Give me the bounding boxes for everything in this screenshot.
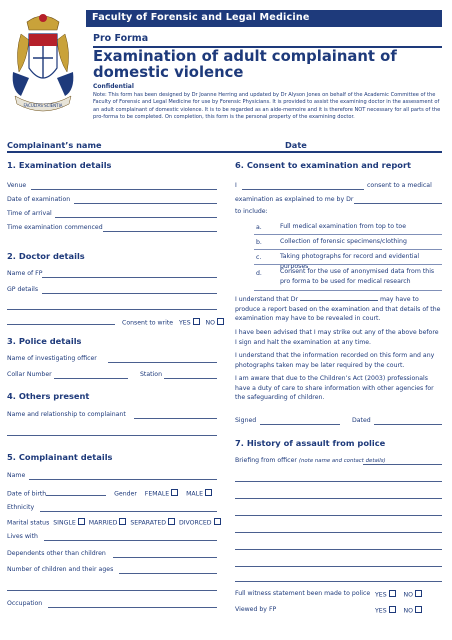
- item-c-letter: c.: [256, 254, 262, 261]
- item-d-text: Consent for the use of anonymised data from this pro forma to be used for medical research: [280, 268, 435, 285]
- date-of-examination-label: Date of examination: [7, 196, 71, 203]
- dob-label: Date of birth: [7, 490, 47, 498]
- consent-i-label: I: [235, 182, 237, 189]
- briefing-line-7[interactable]: [235, 581, 442, 582]
- gp-details-field-2[interactable]: [7, 309, 217, 310]
- officer-label: Name of investigating officer: [7, 355, 97, 362]
- time-commenced-field[interactable]: [103, 231, 217, 232]
- witness-yes-checkbox[interactable]: [389, 590, 396, 597]
- briefing-line-3[interactable]: [235, 515, 442, 516]
- gp-details-label: GP details: [7, 286, 39, 293]
- station-label: Station: [140, 371, 162, 378]
- married-checkbox[interactable]: [119, 518, 126, 525]
- complainant-name-label-2: Name: [7, 472, 26, 479]
- male-checkbox[interactable]: [205, 489, 212, 496]
- explained-label: examination as explained to me by Dr: [235, 196, 354, 203]
- section-5-title: 5. Complainant details: [7, 452, 113, 462]
- station-field[interactable]: [164, 378, 217, 379]
- consent-yes-checkbox[interactable]: [193, 318, 200, 325]
- marital-label: Marital status: [7, 519, 50, 527]
- complainant-name-label: Complainant’s name: [7, 140, 102, 150]
- witness-no-checkbox[interactable]: [415, 590, 422, 597]
- explained-doctor-field[interactable]: [354, 203, 442, 204]
- consent-to-write-label: Consent to write: [122, 319, 174, 327]
- time-of-arrival-field[interactable]: [55, 217, 217, 218]
- female-label: FEMALE: [144, 490, 170, 498]
- ethnicity-label: Ethnicity: [7, 504, 35, 511]
- include-label: to include:: [235, 208, 268, 215]
- briefing-line-2[interactable]: [235, 498, 442, 499]
- male-label: MALE: [186, 490, 204, 498]
- gp-details-field-3[interactable]: [7, 324, 115, 325]
- viewed-yes-no: [375, 606, 422, 615]
- date-label: Date: [285, 140, 307, 150]
- item-c-text: Taking photographs for record and evidential purposes: [280, 253, 420, 270]
- consent-paragraph-4: I am aware that due to the Children’s Act (2003) professionals have a duty of care to share information with other agencies for the safeguarding of children.: [235, 375, 434, 402]
- p1-start: I understand that Dr: [235, 296, 299, 303]
- item-a-rule: [254, 234, 442, 235]
- married-label: MARRIED: [88, 519, 118, 527]
- briefing-line-1[interactable]: [235, 481, 442, 482]
- witness-yes-label: YES: [375, 591, 387, 599]
- relationship-field[interactable]: [134, 418, 217, 419]
- briefing-label: Briefing from officer: [235, 457, 297, 464]
- consent-paragraph-2: I have been advised that I may strike out any of the above before I sign and halt the examination at any time.: [235, 329, 439, 346]
- venue-field[interactable]: [31, 189, 217, 190]
- consent-paragraph-1: [235, 295, 442, 324]
- separated-label: SEPARATED: [130, 519, 167, 527]
- dated-field[interactable]: [374, 424, 442, 425]
- item-d-rule: [254, 290, 442, 291]
- gp-details-field[interactable]: [42, 293, 217, 294]
- briefing-note: (note name and contact details): [298, 458, 386, 464]
- witness-no-label: NO: [403, 591, 413, 599]
- section-3-title: 3. Police details: [7, 336, 82, 346]
- complainant-name-field[interactable]: [29, 479, 217, 480]
- briefing-line-5[interactable]: [235, 549, 442, 550]
- consent-name-field[interactable]: [242, 189, 364, 190]
- faculty-banner: [86, 10, 442, 27]
- item-b-letter: b.: [256, 239, 262, 246]
- dependents-label: Dependents other than children: [7, 550, 106, 557]
- faculty-crest-logo: [7, 8, 79, 120]
- divorced-checkbox[interactable]: [214, 518, 221, 525]
- p1-end: may have to produce a report based on the examination and that details of the examination may have to be revealed in court.: [235, 296, 441, 323]
- officer-field[interactable]: [108, 362, 217, 363]
- viewed-yes-checkbox[interactable]: [389, 606, 396, 613]
- time-of-arrival-label: Time of arrival: [7, 210, 52, 217]
- children-label: Number of children and their ages: [7, 566, 114, 573]
- item-a-letter: a.: [256, 224, 262, 231]
- dependents-field[interactable]: [113, 557, 217, 558]
- no-label: NO: [205, 319, 216, 327]
- section-2-title: 2. Doctor details: [7, 251, 85, 261]
- consent-paragraph-3: I understand that the information recorded on this form and any photographs taken may be later required by the court.: [235, 352, 435, 369]
- signed-field[interactable]: [260, 424, 340, 425]
- marital-status-row: [7, 518, 221, 527]
- divorced-label: DIVORCED: [178, 519, 212, 527]
- gender-label: Gender: [114, 490, 137, 498]
- briefing-line-4[interactable]: [235, 532, 442, 533]
- collar-number-field[interactable]: [54, 378, 128, 379]
- lives-with-field[interactable]: [44, 540, 217, 541]
- venue-label: Venue: [7, 182, 27, 189]
- viewed-no-label: NO: [403, 607, 413, 615]
- section-1-title: 1. Examination details: [7, 160, 112, 170]
- single-checkbox[interactable]: [78, 518, 85, 525]
- item-b-rule: [254, 249, 442, 250]
- occupation-label: Occupation: [7, 600, 43, 607]
- witness-statement-label: Full witness statement been made to police: [235, 590, 371, 597]
- viewed-by-fp-label: Viewed by FP: [235, 606, 277, 613]
- item-b-text: Collection of forensic specimens/clothing: [280, 238, 407, 245]
- viewed-no-checkbox[interactable]: [415, 606, 422, 613]
- name-of-fp-label: Name of FP: [7, 270, 43, 277]
- name-of-fp-field[interactable]: [42, 277, 217, 278]
- relationship-field-2[interactable]: [7, 435, 217, 436]
- briefing-field[interactable]: [363, 464, 442, 465]
- section-4-title: 4. Others present: [7, 391, 90, 401]
- dob-gender-row: [7, 489, 212, 498]
- complainant-name-bar: [7, 140, 442, 151]
- section-6-title: 6. Consent to examination and report: [235, 160, 412, 170]
- consent-to-write-row: [122, 318, 224, 327]
- relationship-label: Name and relationship to complainant: [7, 411, 126, 418]
- occupation-field[interactable]: [48, 607, 217, 608]
- signed-label: Signed: [235, 417, 257, 424]
- svg-text:FACULTAS SCIENTIA: FACULTAS SCIENTIA: [23, 103, 63, 108]
- consent-to-label: consent to a medical: [367, 182, 432, 189]
- collar-number-label: Collar Number: [7, 371, 52, 378]
- name-bar-rule: [7, 151, 442, 153]
- item-c-rule: [254, 264, 442, 265]
- section-7-title: 7. History of assault from police: [235, 438, 386, 448]
- viewed-yes-label: YES: [375, 607, 387, 615]
- consent-no-checkbox[interactable]: [217, 318, 224, 325]
- document-title: Examination of adult complainant of domestic violence: [93, 48, 397, 81]
- pro-forma-label: Pro Forma: [93, 33, 149, 44]
- children-field[interactable]: [119, 573, 217, 574]
- children-field-2[interactable]: [7, 590, 217, 591]
- report-doctor-field[interactable]: [300, 300, 378, 301]
- dob-field[interactable]: [46, 495, 106, 496]
- confidential-label: Confidential: [93, 83, 134, 90]
- separated-checkbox[interactable]: [168, 518, 175, 525]
- single-label: SINGLE: [53, 519, 76, 527]
- time-commenced-label: Time examination commenced: [7, 224, 103, 231]
- form-note: Note: This form has been designed by Dr Joanne Herring and updated by Dr Alyson Jones on behalf of the Academic Committee of the Faculty of Forensic and Legal Medicine for use by Forensic Physicians. It is provided to assist the examining doctor in the assessment of an adult complainant of domestic violence. It is to be regarded as an aide-memoire and it is therefore NOT necessary for all parts of the pro-forma to be completed. On completion, this form is the personal property of the examining doctor.: [93, 92, 441, 121]
- witness-yes-no: [375, 590, 422, 599]
- briefing-line-6[interactable]: [235, 566, 442, 567]
- lives-with-label: Lives with: [7, 533, 38, 540]
- dated-label: Dated: [352, 417, 371, 424]
- faculty-title: Faculty of Forensic and Legal Medicine: [92, 12, 310, 23]
- item-d-letter: d.: [256, 270, 262, 277]
- item-a-text: Full medical examination from top to toe: [280, 223, 407, 230]
- briefing-row: [235, 457, 386, 464]
- date-of-examination-field[interactable]: [74, 203, 217, 204]
- yes-label: YES: [179, 319, 191, 327]
- female-checkbox[interactable]: [171, 489, 178, 496]
- ethnicity-field[interactable]: [40, 511, 217, 512]
